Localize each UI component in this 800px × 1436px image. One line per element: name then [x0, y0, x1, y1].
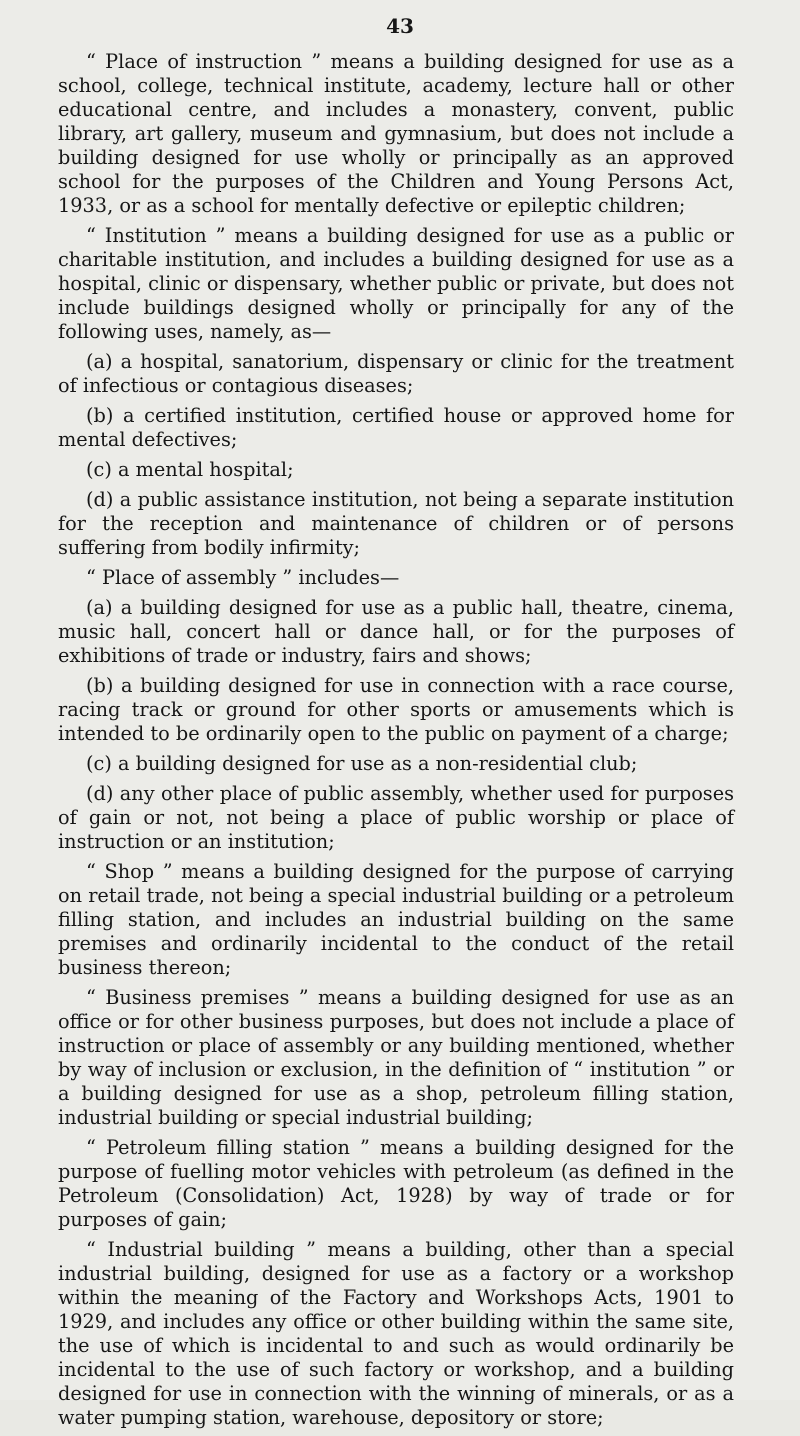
page-number: 43: [386, 14, 414, 38]
definition-industrial-building: “ Industrial building ” means a building, other than a special industrial building, designed for use as a factory or a workshop within the meaning of the Factory and Workshops Acts, 1901 to 1929, and includes any office or other building within the same site, the use of which is incidental to and such as would ordinarily be incidental to the use of such factory or workshop, and a building designed for use in connection with the winning of minerals, or as a water pumping station, warehouse, depository or store;: [58, 1238, 734, 1429]
assembly-item-a: (a) a building designed for use as a public hall, theatre, cinema, music hall, concert hall or dance hall, or for the purposes of exhibitions of trade or industry, fairs and shows;: [58, 596, 734, 667]
definition-place-of-instruction: “ Place of instruction ” means a building designed for use as a school, college, technical institute, academy, lecture hall or other educational centre, and includes a monastery, convent, public library, art gallery, museum and gymnasium, but does not include a building designed for use wholly or principally as an approved school for the purposes of the Children and Young Persons Act, 1933, or as a school for mentally defective or epileptic children;: [58, 50, 734, 217]
definition-institution: “ Institution ” means a building designed for use as a public or charitable institution, and includes a building designed for use as a hospital, clinic or dispensary, whether public or private, but does not include buildings designed wholly or principally for any of the following uses, namely, as—: [58, 224, 734, 343]
institution-exclusion-c: (c) a mental hospital;: [86, 458, 294, 481]
definition-business-premises: “ Business premises ” means a building designed for use as an office or for other business purposes, but does not include a place of instruction or place of assembly or any building mentioned, whether by way of inclusion or exclusion, in the definition of “ institution ” or a building designed for use as a shop, petroleum filling station, industrial building or special industrial building;: [58, 986, 734, 1129]
assembly-item-d: (d) any other place of public assembly, whether used for purposes of gain or not, not being a place of public worship or place of instruction or an institution;: [58, 782, 734, 853]
body-text: [58, 50, 734, 1436]
assembly-item-c: (c) a building designed for use as a non-residential club;: [86, 752, 638, 775]
definition-shop: “ Shop ” means a building designed for the purpose of carrying on retail trade, not being a special industrial building or a petroleum filling station, and includes an industrial building on the same premises and ordinarily incidental to the conduct of the retail business thereon;: [58, 860, 734, 979]
institution-exclusion-b: (b) a certified institution, certified house or approved home for mental defectives;: [58, 404, 734, 451]
assembly-item-b: (b) a building designed for use in connection with a race course, racing track or ground for other sports or amusements which is intended to be ordinarily open to the public on payment of a charge;: [58, 674, 734, 745]
definition-petroleum-filling-station: “ Petroleum filling station ” means a building designed for the purpose of fuelling motor vehicles with petroleum (as defined in the Petroleum (Consolidation) Act, 1928) by way of trade or for purposes of gain;: [58, 1136, 734, 1231]
institution-exclusion-d: (d) a public assistance institution, not being a separate institution for the reception and maintenance of children or of persons suffering from bodily infirmity;: [58, 488, 734, 559]
institution-exclusion-a: (a) a hospital, sanatorium, dispensary or clinic for the treatment of infectious or contagious diseases;: [58, 350, 734, 397]
definition-place-of-assembly: “ Place of assembly ” includes—: [86, 566, 400, 589]
